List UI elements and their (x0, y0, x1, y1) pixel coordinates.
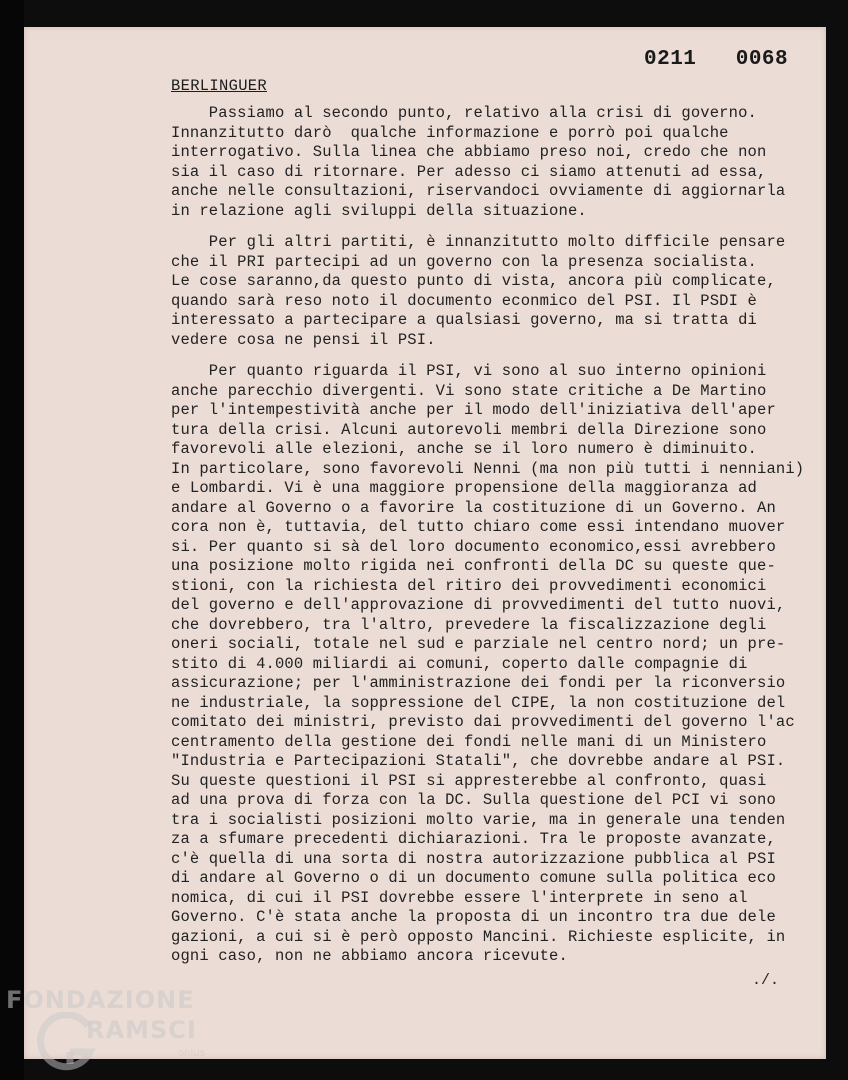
paragraph (171, 233, 816, 350)
paragraph (171, 104, 816, 221)
text-line: anche nelle consultazioni, riservandoci ovviamente di aggiornarla (171, 182, 786, 200)
watermark-line1: FONDAZIONE (6, 986, 195, 1014)
text-line: di andare al Governo o di un documento comune sulla politica eco (171, 869, 776, 887)
text-line: tura della crisi. Alcuni autorevoli membri della Direzione sono (171, 420, 767, 439)
text-line: za a sfumare precedenti dichiarazioni. Tra le proposte avanzate, (171, 830, 776, 848)
text-line: stioni, con la richiesta del ritiro dei provvedimenti economici (171, 576, 767, 595)
paragraph (171, 362, 816, 967)
text-line: per l'intempestività anche per il modo dell'iniziativa dell'aper (171, 401, 776, 419)
text-line: anche parecchio divergenti. Vi sono state critiche a De Martino (171, 381, 767, 400)
text-line: vedere cosa ne pensi il PSI. (171, 330, 436, 349)
speaker-heading: BERLINGUER (171, 77, 268, 95)
text-line: andare al Governo o a favorire la costituzione di un Governo. An (171, 498, 776, 517)
text-line: ogni caso, non ne abbiamo ancora ricevute. (171, 947, 568, 965)
text-line: si. Per quanto si sà del loro documento economico,essi avrebbero (171, 537, 776, 556)
text-line: centramento della gestione dei fondi nelle mani di un Ministero (171, 732, 767, 751)
text-line: favorevoli alle elezioni, anche se il loro numero è diminuito. (171, 440, 757, 458)
text-line: Per gli altri partiti, è innanzitutto molto difficile pensare (171, 233, 786, 251)
text-line: assicurazione; per l'amministrazione dei fondi per la riconversio (171, 674, 786, 692)
text-line: Le cose saranno,da questo punto di vista, ancora più complicate, (171, 272, 776, 290)
text-line: e Lombardi. Vi è una maggiore propensione della maggioranza ad (171, 479, 757, 497)
document-body (171, 104, 816, 979)
text-line: nomica, di cui il PSI dovrebbe essere l'interprete in seno al (171, 888, 748, 907)
text-line: Su queste questioni il PSI si appresterebbe al confronto, quasi (171, 771, 767, 790)
text-line: tra i socialisti posizioni molto varie, ma in generale una tenden (171, 810, 786, 829)
scanner-edge (0, 0, 24, 1080)
text-line: Governo. C'è stata anche la proposta di un incontro tra due dele (171, 908, 776, 926)
fondazione-gramsci-watermark (6, 986, 226, 1076)
text-line: interrogativo. Sulla linea che abbiamo preso noi, credo che non (171, 143, 767, 161)
text-line: una posizione molto rigida nei confronti della DC su queste que- (171, 557, 776, 575)
text-line: che il PRI partecipi ad un governo con la presenza socialista. (171, 252, 757, 271)
watermark-line3: onlus (178, 1048, 205, 1059)
text-line: sia il caso di ritornare. Per adesso ci siamo attenuti ad essa, (171, 162, 767, 181)
continuation-mark: ./. (752, 972, 780, 989)
text-line: che dovrebbero, tra l'altro, prevedere la fiscalizzazione degli (171, 615, 767, 634)
text-line: stito di 4.000 miliardi ai comuni, coperto dalle compagnie di (171, 654, 748, 673)
text-line: ne industriale, la soppressione del CIPE, la non costituzione del (171, 693, 786, 712)
text-line: interessato a partecipare a qualsiasi governo, ma si tratta di (171, 311, 757, 329)
watermark-line2: RAMSCI (86, 1016, 197, 1044)
text-line: cora non è, tuttavia, del tutto chiaro come essi intendano muover (171, 518, 786, 536)
text-line: ad una prova di forza con la DC. Sulla questione del PCI vi sono (171, 791, 776, 809)
document-number: 0211 0068 (644, 48, 789, 71)
text-line: del governo e dell'approvazione di provvedimenti del tutto nuovi, (171, 596, 786, 614)
text-line: Innanzitutto darò qualche informazione e porrò poi qualche (171, 123, 729, 142)
text-line: Per quanto riguarda il PSI, vi sono al suo interno opinioni (171, 362, 767, 380)
text-line: gazioni, a cui si è però opposto Mancini. Richieste esplicite, in (171, 927, 786, 946)
text-line: comitato dei ministri, previsto dai provvedimenti del governo l'ac (171, 713, 795, 731)
text-line: quando sarà reso noto il documento econmico del PSI. Il PSDI è (171, 291, 757, 310)
text-line: Passiamo al secondo punto, relativo alla crisi di governo. (171, 104, 757, 122)
text-line: in relazione agli sviluppi della situazione. (171, 201, 587, 220)
text-line: "Industria e Partecipazioni Statali", che dovrebbe andare al PSI. (171, 752, 786, 770)
text-line: c'è quella di una sorta di nostra autorizzazione pubblica al PSI (171, 849, 776, 868)
text-line: In particolare, sono favorevoli Nenni (ma non più tutti i nenniani) (171, 459, 805, 478)
text-line: oneri sociali, totale nel sud e parziale nel centro nord; un pre- (171, 635, 786, 653)
